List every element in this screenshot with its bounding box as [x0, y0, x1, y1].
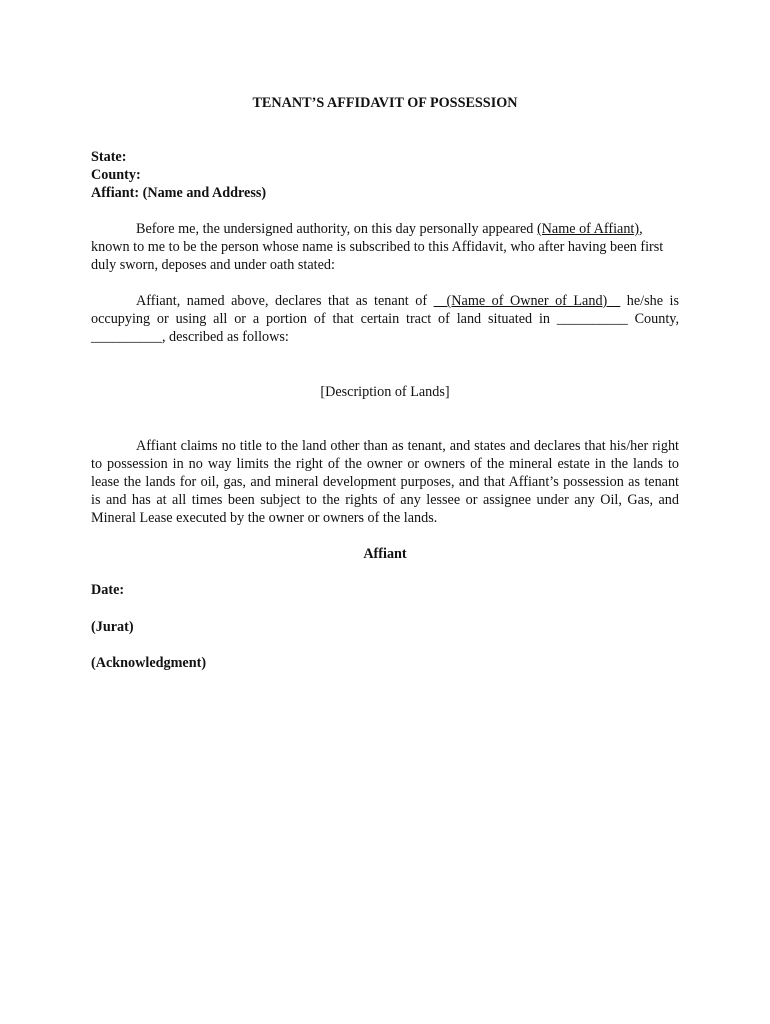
paragraph-appearance-text-end: , known to me to be the person whose name is subscribed to this Affidavit, who after having been first duly sworn, deposes and under oath stated:: [91, 221, 664, 273]
header-block: [91, 148, 266, 202]
owner-name-blank: (Name of Owner of Land): [433, 293, 621, 309]
jurat-label: (Jurat): [91, 619, 134, 635]
paragraph-tenancy-text-end: he/she is occupying or using all or a portion of that certain tract of land situated in __________ County, __________, described as follows:: [91, 293, 679, 345]
description-of-lands: [Description of Lands]: [320, 384, 450, 400]
affiant-label: Affiant: (Name and Address): [91, 185, 267, 201]
date-label: Date:: [91, 582, 125, 598]
document-title: TENANT’S AFFIDAVIT OF POSSESSION: [252, 95, 518, 111]
state-label: State:: [91, 149, 127, 165]
affiant-signature-label: Affiant: [363, 546, 407, 562]
paragraph-tenancy-text-start: Affiant, named above, declares that as tenant of: [136, 293, 434, 309]
paragraph-appearance: [91, 220, 679, 274]
paragraph-appearance-text-start: Before me, the undersigned authority, on this day personally appeared: [136, 221, 537, 237]
county-label: County:: [91, 167, 141, 183]
paragraph-claims: Affiant claims no title to the land other than as tenant, and states and declares that his/her right to possession in no way limits the right of the owner or owners of the mineral estate in the lands to lease the lands for oil, gas, and mineral development purposes, and that Affiant’s possession as tenant is and has at all times been subject to the rights of any lessee or assignee under any Oil, Gas, and Mineral Lease executed by the owner or owners of the lands.: [91, 438, 679, 526]
paragraph-tenancy: [91, 292, 679, 346]
affiant-name-blank: (Name of Affiant): [536, 221, 640, 237]
acknowledgment-label: (Acknowledgment): [91, 655, 207, 671]
